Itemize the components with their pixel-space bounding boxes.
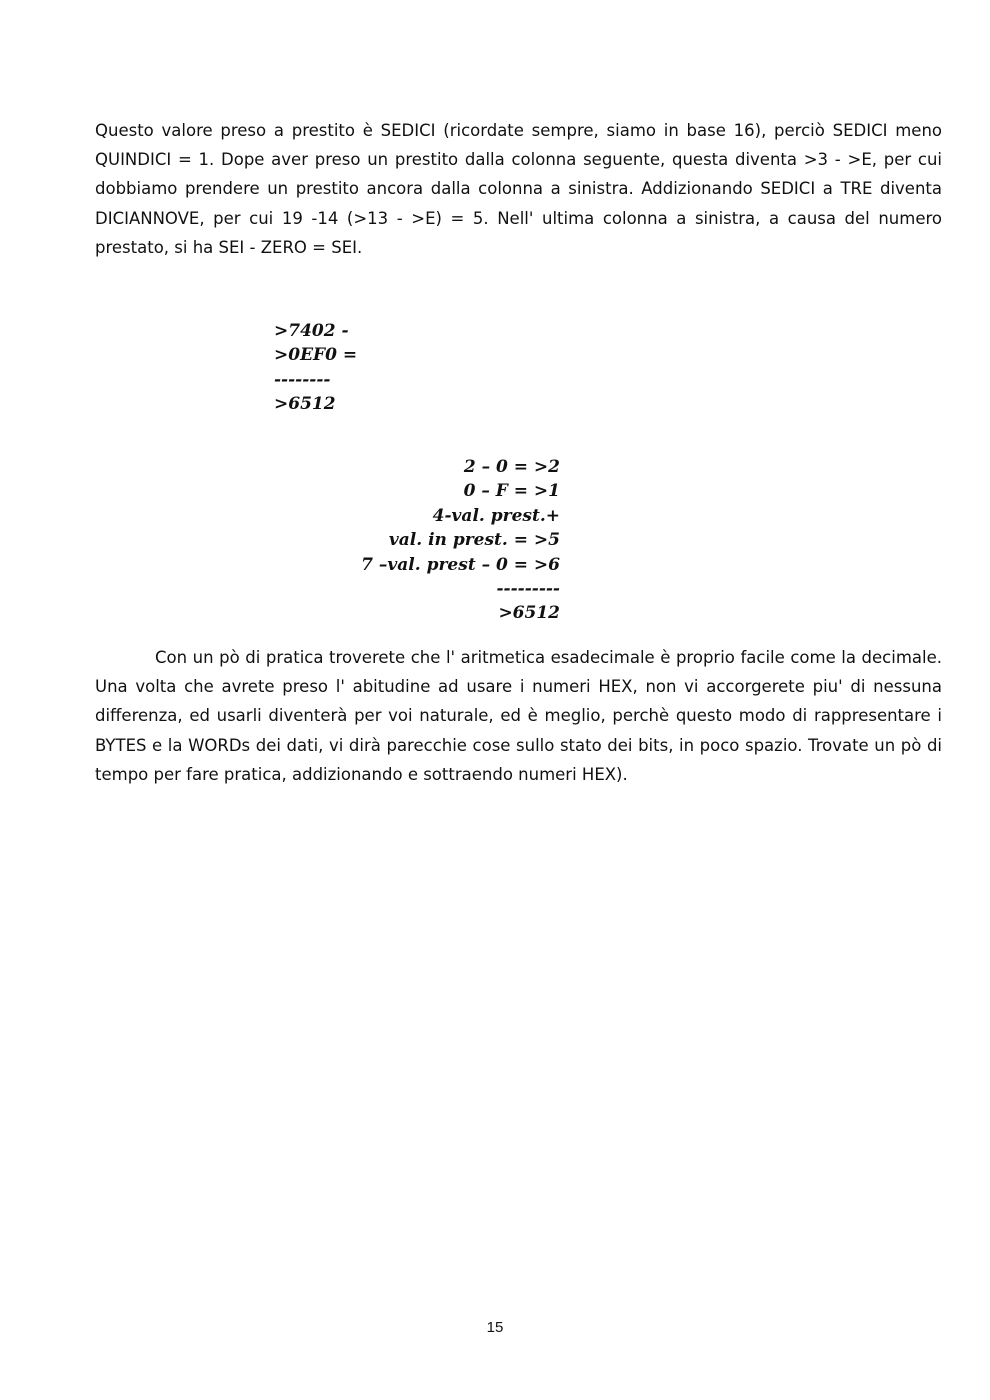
subtraction-line: >0EF0 =: [274, 345, 358, 366]
steps-block: [300, 455, 560, 626]
subtraction-line: >7402 -: [274, 321, 349, 341]
subtraction-line: >6512: [274, 394, 336, 415]
step-line: ---------: [496, 579, 560, 600]
paragraph-explanation: Questo valore preso a prestito è SEDICI (ricordate sempre, siamo in base 16), perciò SEDICI meno QUINDICI = 1. Dope aver preso un prestito dalla colonna seguente, questa diventa >3 - >E, per cui dobbiamo prendere un prestito ancora dalla colonna a sinistra. Addizionando SEDICI a TRE diventa DICIANNOVE, per cui 19 -14 (>13 - >E) = 5. Nell' ultima colonna a sinistra, a causa del numero prestato, si ha SEI - ZERO = SEI.: [95, 121, 942, 257]
paragraph-conclusion: Con un pò di pratica troverete che l' aritmetica esadecimale è proprio facile come la decimale. Una volta che avrete preso l' abitudine ad usare i numeri HEX, non vi accorgerete piu' di nessuna differenza, ed usarli diventerà per voi naturale, ed è meglio, perchè questo modo di rappresentare i BYTES e la WORDs dei dati, vi dirà parecchie cose sullo stato dei bits, in poco spazio. Trovate un pò di tempo per fare pratica, addizionando e sottraendo numeri HEX).: [95, 648, 942, 784]
step-line: val. in prest. = >5: [388, 530, 560, 551]
subtraction-block: [274, 319, 357, 417]
step-line: 0 – F = >1: [463, 481, 560, 502]
page-number: 15: [486, 1319, 504, 1336]
step-line: 2 – 0 = >2: [463, 457, 560, 477]
step-line: >6512: [498, 603, 560, 624]
subtraction-line: --------: [274, 369, 331, 390]
step-line: 7 –val. prest – 0 = >6: [361, 554, 560, 575]
step-line: 4-val. prest.+: [432, 505, 560, 526]
